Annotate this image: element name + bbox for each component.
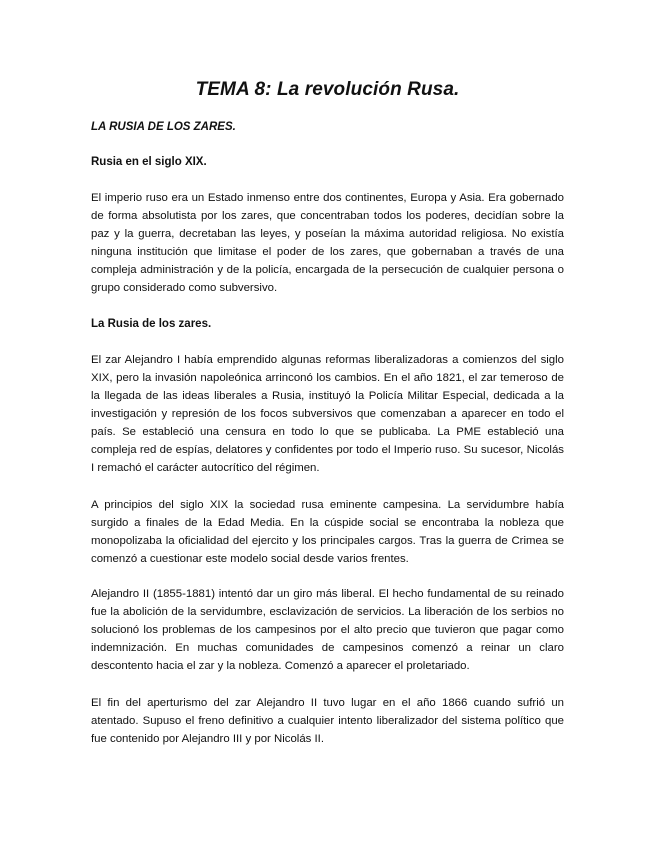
subheading-rusia-zares: La Rusia de los zares.: [91, 318, 212, 330]
paragraph-fin-aperturismo: El fin del aperturismo del zar Alejandro II tuvo lugar en el año 1866 cuando sufrió un atentado. Supuso el freno definitivo a cualquier intento liberalizador del sistema político que fue contenido por Alejandro III y por Nicolás II.: [91, 697, 564, 745]
subheading-russia-xix: Rusia en el siglo XIX.: [91, 156, 207, 168]
paragraph-sociedad-campesina: A principios del siglo XIX la sociedad rusa eminente campesina. La servidumbre había surgido a finales de la Edad Media. En la cúspide social se encontraba la nobleza que monopolizaba la oficialidad del ejercito y los principales cargos. Tras la guerra de Crimea se comenzó a cuestionar este modelo social desde varios frentes.: [91, 499, 564, 565]
paragraph-alejandro-ii: Alejandro II (1855-1881) intentó dar un giro más liberal. El hecho fundamental de su reinado fue la abolición de la servidumbre, esclavización de servicios. La liberación de los serbios no solucionó los problemas de los campesinos por el alto precio que tuvieron que pagar como indemnización. En muchas comunidades de campesinos comenzó a reinar un claro descontento hacia el zar y la nobleza. Comenzó a aparecer el proletariado.: [91, 588, 564, 672]
section-heading: LA RUSIA DE LOS ZARES.: [91, 121, 236, 133]
paragraph-imperio-ruso: El imperio ruso era un Estado inmenso entre dos continentes, Europa y Asia. Era gobernado de forma absolutista por los zares, que concentraban todos los poderes, decidían sobre la paz y la guerra, decretaban las leyes, y poseían la máxima autoridad religiosa. No existía ninguna institución que limitase el poder de los zares, que gobernaban a través de una compleja administración y de la policía, encargada de la persecución de cualquier persona o grupo considerado como subversivo.: [91, 192, 564, 294]
document-title: TEMA 8: La revolución Rusa.: [195, 79, 460, 100]
paragraph-alejandro-i: El zar Alejandro I había emprendido algunas reformas liberalizadoras a comienzos del siglo XIX, pero la invasión napoleónica arrinconó los cambios. En el año 1821, el zar temeroso de la llegada de las ideas liberales a Rusia, instituyó la Policía Militar Especial, dedicada a la investigación y represión de los focos subversivos que comenzaban a aparecer en todo el país. Se estableció una censura en todo lo que se publicaba. La PME estableció una compleja red de espías, delatores y confidentes por todo el Imperio ruso. Su sucesor, Nicolás I remachó el carácter autocrítico del régimen.: [91, 354, 564, 474]
